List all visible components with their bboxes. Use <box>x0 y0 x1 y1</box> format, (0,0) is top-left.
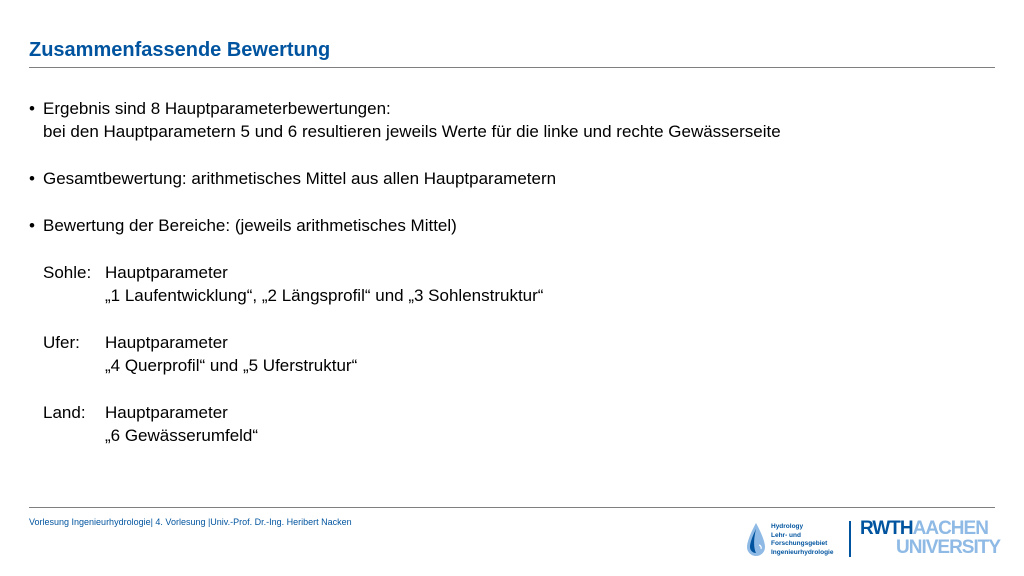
area-heading: Hauptparameter <box>105 403 228 422</box>
logo-university: UNIVERSITY <box>896 537 1001 558</box>
bullet-marker: • <box>29 169 35 188</box>
area-detail: „4 Querprofil“ und „5 Uferstruktur“ <box>105 356 358 375</box>
page-title: Zusammenfassende Bewertung <box>29 39 331 61</box>
slide-body <box>29 97 995 447</box>
bullet-text: Bewertung der Bereiche: (jeweils arithmetisches Mittel) <box>43 216 457 235</box>
logo-rwth: RWTH <box>860 518 913 539</box>
area-label: Sohle: <box>43 263 92 282</box>
area-sohle <box>29 261 995 307</box>
logo-separator <box>849 521 851 557</box>
footer-text: Vorlesung Ingenieurhydrologie| 4. Vorlesung |Univ.-Prof. Dr.-Ing. Heribert Nacken <box>29 517 352 527</box>
area-detail: „1 Laufentwicklung“, „2 Längsprofil“ und „3 Sohlenstruktur“ <box>105 286 544 305</box>
title-divider <box>29 67 995 68</box>
dept-line: Forschungsgebiet <box>771 540 828 547</box>
area-heading: Hauptparameter <box>105 333 228 352</box>
bullet-text: Ergebnis sind 8 Hauptparameterbewertungen: <box>43 99 391 118</box>
dept-line: Ingenieurhydrologie <box>771 548 834 556</box>
bullet-item <box>29 214 995 237</box>
area-ufer <box>29 331 995 377</box>
dept-line: Hydrology <box>771 523 804 530</box>
logo-aachen: AACHEN <box>912 518 988 539</box>
area-detail: „6 Gewässerumfeld“ <box>105 426 259 445</box>
dept-line: Lehr- und <box>771 531 801 539</box>
bullet-text-continuation: bei den Hauptparametern 5 und 6 resultieren jeweils Werte für die linke und rechte Gewässerseite <box>43 122 781 141</box>
bullet-text: Gesamtbewertung: arithmetisches Mittel aus allen Hauptparametern <box>43 169 557 188</box>
area-label: Land: <box>43 403 86 422</box>
bullet-item <box>29 167 995 190</box>
area-heading: Hauptparameter <box>105 263 228 282</box>
university-logo <box>860 519 1000 558</box>
footer-divider <box>29 507 995 508</box>
bullet-marker: • <box>29 99 35 118</box>
area-label: Ufer: <box>43 333 80 352</box>
bullet-item <box>29 97 995 143</box>
department-logo <box>745 521 840 561</box>
water-drop-icon <box>745 521 767 559</box>
bullet-marker: • <box>29 216 35 235</box>
department-name <box>771 523 833 557</box>
area-land <box>29 401 995 447</box>
